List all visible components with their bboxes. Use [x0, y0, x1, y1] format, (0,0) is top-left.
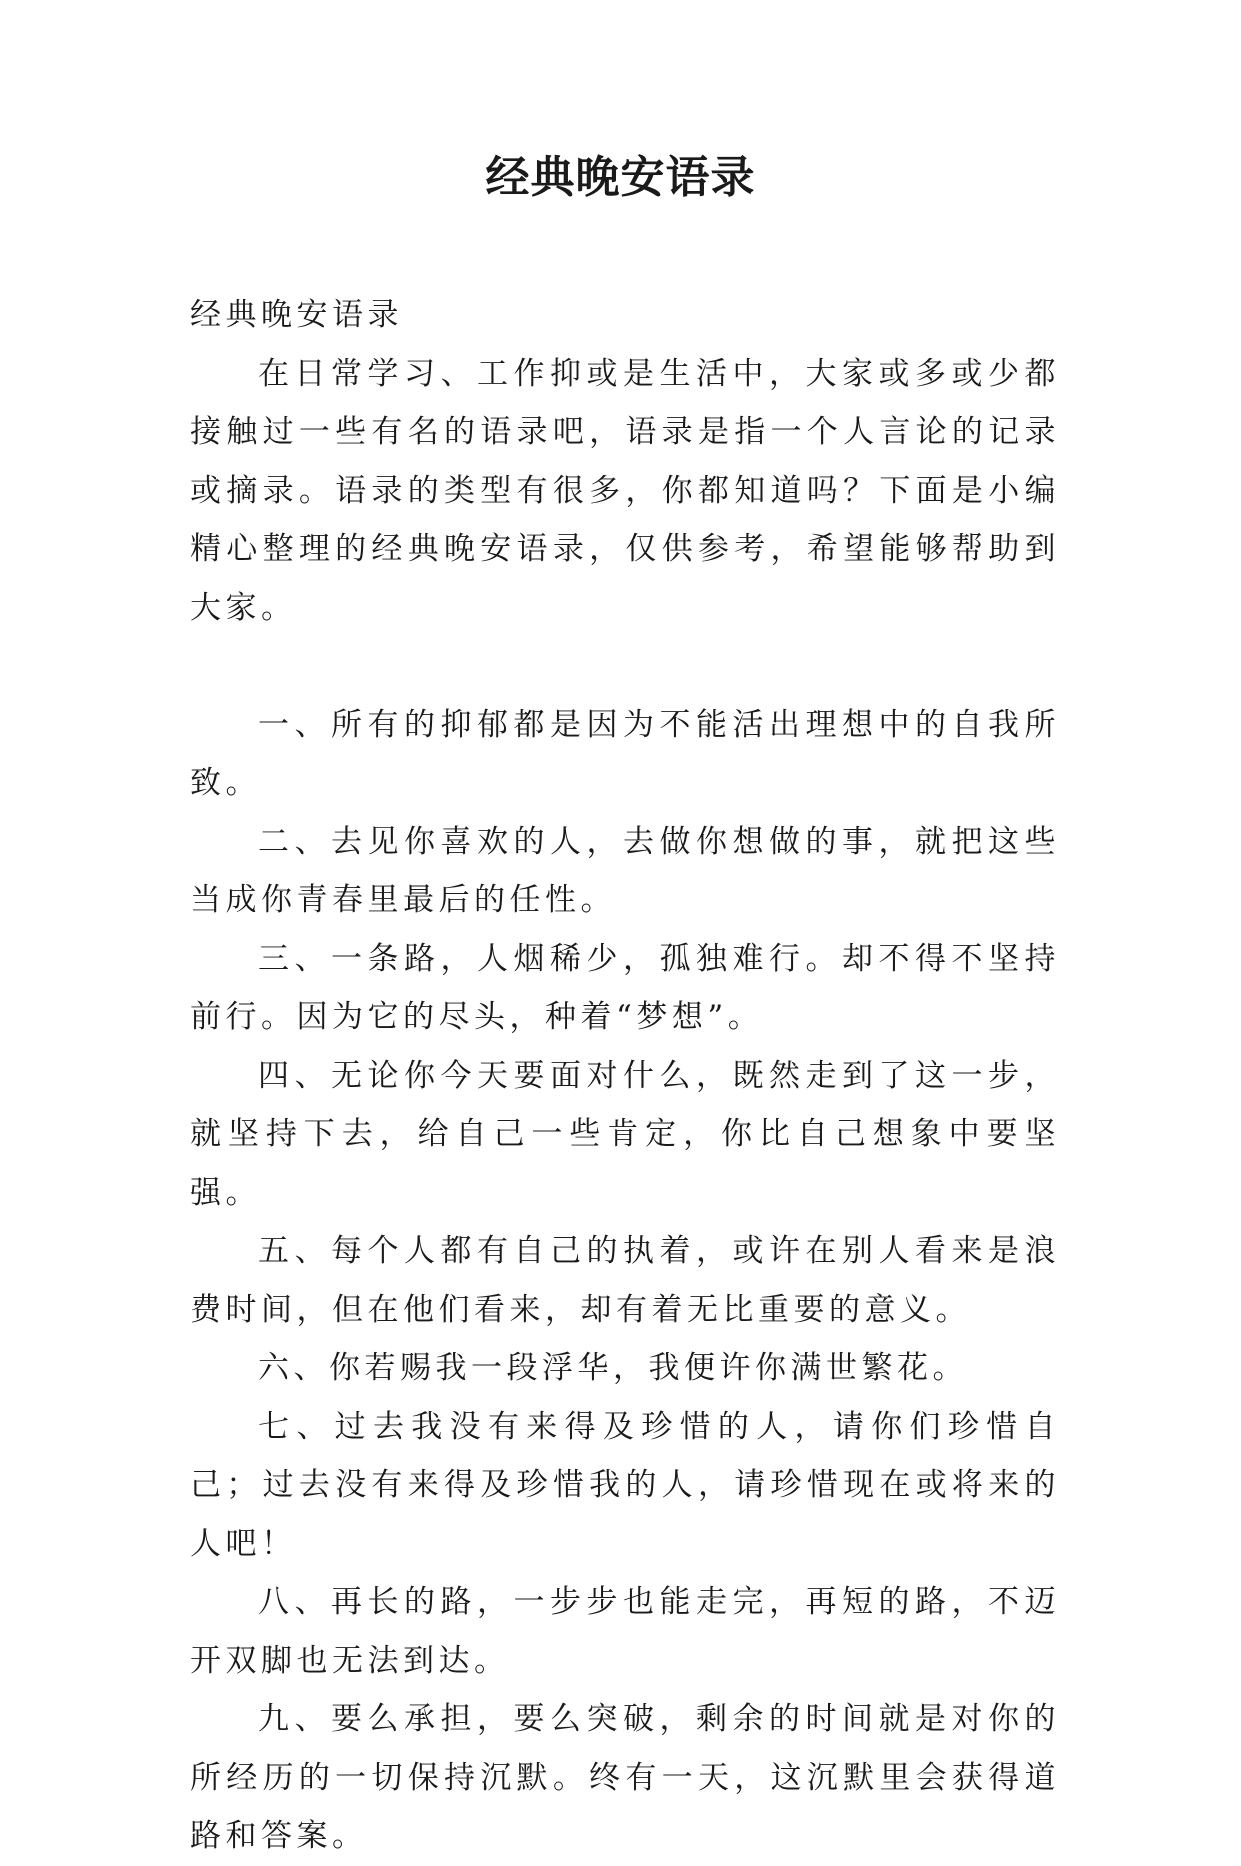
quote-paragraph: 一、所有的抑郁都是因为不能活出理想中的自我所致。	[190, 706, 1060, 801]
quote-paragraph: 八、再长的路，一步步也能走完，再短的路，不迈开双脚也无法到达。	[190, 1584, 1060, 1679]
section-heading: 经典晚安语录	[190, 297, 403, 333]
document-title: 经典晚安语录	[485, 152, 756, 203]
quote-paragraph: 二、去见你喜欢的人，去做你想做的事，就把这些当成你青春里最后的任性。	[190, 823, 1060, 918]
document-body	[190, 286, 1060, 1866]
quote-paragraph: 三、一条路，人烟稀少，孤独难行。却不得不坚持前行。因为它的尽头，种着“梦想”。	[190, 940, 1060, 1035]
quote-paragraph: 七、过去我没有来得及珍惜的人，请你们珍惜自己；过去没有来得及珍惜我的人，请珍惜现在或将来的人吧！	[190, 1408, 1060, 1562]
quote-paragraph: 六、你若赐我一段浮华，我便许你满世繁花。	[258, 1350, 968, 1386]
quote-paragraph: 九、要么承担，要么突破，剩余的时间就是对你的所经历的一切保持沉默。终有一天，这沉默里会获得道路和答案。	[190, 1701, 1060, 1854]
quote-paragraph: 五、每个人都有自己的执着，或许在别人看来是浪费时间，但在他们看来，却有着无比重要的意义。	[190, 1233, 1060, 1328]
quote-paragraph: 四、无论你今天要面对什么，既然走到了这一步，就坚持下去，给自己一些肯定，你比自己想象中要坚强。	[190, 1057, 1060, 1211]
paragraph-spacer	[190, 637, 1060, 696]
intro-paragraph: 在日常学习、工作抑或是生活中，大家或多或少都接触过一些有名的语录吧，语录是指一个人言论的记录或摘录。语录的类型有很多，你都知道吗？下面是小编精心整理的经典晚安语录，仅供参考，希望能够帮助到大家。	[190, 355, 1060, 626]
